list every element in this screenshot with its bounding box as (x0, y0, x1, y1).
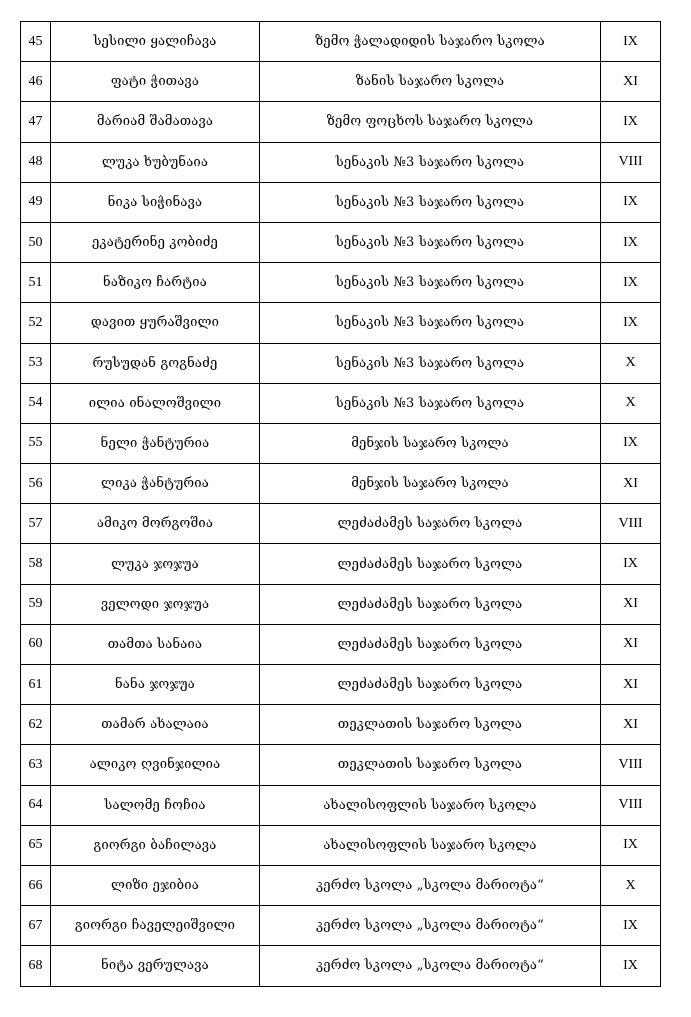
grade-cell: XI (601, 665, 661, 705)
student-name-cell: სესილი ყალიჩავა (51, 22, 260, 62)
row-number-cell: 63 (21, 745, 51, 785)
row-number-cell: 47 (21, 102, 51, 142)
school-name-cell: კერძო სკოლა „სკოლა მარიოტა“ (260, 865, 601, 905)
school-name-cell: სენაკის №3 საჯარო სკოლა (260, 263, 601, 303)
student-table-body (21, 22, 661, 987)
school-name-cell: კერძო სკოლა „სკოლა მარიოტა“ (260, 906, 601, 946)
row-number-cell: 55 (21, 423, 51, 463)
school-name-cell: ლეძაძამეს საჯარო სკოლა (260, 504, 601, 544)
school-name-cell: ახალისოფლის საჯარო სკოლა (260, 785, 601, 825)
row-number-cell: 48 (21, 142, 51, 182)
student-name-cell: გიორგი ბაჩილავა (51, 825, 260, 865)
grade-cell: IX (601, 22, 661, 62)
row-number-cell: 61 (21, 665, 51, 705)
school-name-cell: ზანის საჯარო სკოლა (260, 62, 601, 102)
table-row (21, 705, 661, 745)
student-name-cell: მარიამ შამათავა (51, 102, 260, 142)
row-number-cell: 66 (21, 865, 51, 905)
grade-cell: XI (601, 62, 661, 102)
student-name-cell: ლუკა ხუბუნაია (51, 142, 260, 182)
table-row (21, 825, 661, 865)
grade-cell: XI (601, 584, 661, 624)
grade-cell: IX (601, 102, 661, 142)
grade-cell: XI (601, 464, 661, 504)
grade-cell: X (601, 343, 661, 383)
row-number-cell: 57 (21, 504, 51, 544)
grade-cell: IX (601, 906, 661, 946)
grade-cell: X (601, 383, 661, 423)
grade-cell: X (601, 865, 661, 905)
grade-cell: XI (601, 705, 661, 745)
school-name-cell: თეკლათის საჯარო სკოლა (260, 705, 601, 745)
table-row (21, 383, 661, 423)
row-number-cell: 52 (21, 303, 51, 343)
table-row (21, 303, 661, 343)
row-number-cell: 50 (21, 222, 51, 262)
school-name-cell: სენაკის №3 საჯარო სკოლა (260, 303, 601, 343)
school-name-cell: მენჯის საჯარო სკოლა (260, 464, 601, 504)
row-number-cell: 65 (21, 825, 51, 865)
grade-cell: VIII (601, 504, 661, 544)
school-name-cell: ლეძაძამეს საჯარო სკოლა (260, 665, 601, 705)
student-name-cell: სალომე ჩოჩია (51, 785, 260, 825)
grade-cell: IX (601, 182, 661, 222)
table-row (21, 222, 661, 262)
student-name-cell: თამარ ახალაია (51, 705, 260, 745)
table-row (21, 102, 661, 142)
school-name-cell: მენჯის საჯარო სკოლა (260, 423, 601, 463)
grade-cell: IX (601, 222, 661, 262)
table-row (21, 182, 661, 222)
row-number-cell: 45 (21, 22, 51, 62)
student-name-cell: ფატი ჭითავა (51, 62, 260, 102)
school-name-cell: ზემო ჭალადიდის საჯარო სკოლა (260, 22, 601, 62)
student-name-cell: ილია ინალოშვილი (51, 383, 260, 423)
school-name-cell: ზემო ფოცხოს საჯარო სკოლა (260, 102, 601, 142)
row-number-cell: 54 (21, 383, 51, 423)
grade-cell: XI (601, 624, 661, 664)
student-name-cell: ველოდი ჯოჯუა (51, 584, 260, 624)
row-number-cell: 62 (21, 705, 51, 745)
grade-cell: IX (601, 946, 661, 986)
table-row (21, 865, 661, 905)
student-name-cell: დავით ყურაშვილი (51, 303, 260, 343)
row-number-cell: 51 (21, 263, 51, 303)
grade-cell: VIII (601, 785, 661, 825)
student-name-cell: ლუკა ჯოჯუა (51, 544, 260, 584)
row-number-cell: 68 (21, 946, 51, 986)
table-row (21, 22, 661, 62)
grade-cell: IX (601, 263, 661, 303)
grade-cell: VIII (601, 745, 661, 785)
table-row (21, 142, 661, 182)
table-row (21, 544, 661, 584)
table-row (21, 745, 661, 785)
row-number-cell: 59 (21, 584, 51, 624)
table-row (21, 624, 661, 664)
student-name-cell: ლიკა ჭანტურია (51, 464, 260, 504)
school-name-cell: სენაკის №3 საჯარო სკოლა (260, 182, 601, 222)
table-row (21, 263, 661, 303)
grade-cell: IX (601, 303, 661, 343)
grade-cell: IX (601, 423, 661, 463)
table-row (21, 464, 661, 504)
student-name-cell: თამთა სანაია (51, 624, 260, 664)
table-row (21, 504, 661, 544)
student-name-cell: ნაზიკო ჩარტია (51, 263, 260, 303)
student-name-cell: ლიზი ეჯიბია (51, 865, 260, 905)
student-name-cell: ნანა ჯოჯუა (51, 665, 260, 705)
table-row (21, 62, 661, 102)
row-number-cell: 67 (21, 906, 51, 946)
school-name-cell: სენაკის №3 საჯარო სკოლა (260, 222, 601, 262)
student-name-cell: გიორგი ჩაველეიშვილი (51, 906, 260, 946)
student-name-cell: ნელი ჭანტურია (51, 423, 260, 463)
grade-cell: IX (601, 825, 661, 865)
school-name-cell: სენაკის №3 საჯარო სკოლა (260, 142, 601, 182)
table-row (21, 785, 661, 825)
table-row (21, 423, 661, 463)
student-name-cell: ალიკო ღვინჯილია (51, 745, 260, 785)
student-name-cell: ამიკო მორგოშია (51, 504, 260, 544)
school-name-cell: სენაკის №3 საჯარო სკოლა (260, 383, 601, 423)
grade-cell: VIII (601, 142, 661, 182)
row-number-cell: 46 (21, 62, 51, 102)
row-number-cell: 53 (21, 343, 51, 383)
row-number-cell: 58 (21, 544, 51, 584)
table-row (21, 665, 661, 705)
student-name-cell: რუსუდან გოგნაძე (51, 343, 260, 383)
student-table (20, 21, 661, 987)
student-name-cell: ნიკა სიჭინავა (51, 182, 260, 222)
table-row (21, 584, 661, 624)
school-name-cell: სენაკის №3 საჯარო სკოლა (260, 343, 601, 383)
table-row (21, 946, 661, 986)
table-row (21, 906, 661, 946)
row-number-cell: 56 (21, 464, 51, 504)
grade-cell: IX (601, 544, 661, 584)
school-name-cell: ახალისოფლის საჯარო სკოლა (260, 825, 601, 865)
school-name-cell: ლეძაძამეს საჯარო სკოლა (260, 544, 601, 584)
row-number-cell: 64 (21, 785, 51, 825)
table-row (21, 343, 661, 383)
school-name-cell: ლეძაძამეს საჯარო სკოლა (260, 584, 601, 624)
school-name-cell: ლეძაძამეს საჯარო სკოლა (260, 624, 601, 664)
row-number-cell: 60 (21, 624, 51, 664)
row-number-cell: 49 (21, 182, 51, 222)
student-name-cell: ეკატერინე კობიძე (51, 222, 260, 262)
school-name-cell: თეკლათის საჯარო სკოლა (260, 745, 601, 785)
school-name-cell: კერძო სკოლა „სკოლა მარიოტა“ (260, 946, 601, 986)
student-name-cell: ნიტა ვერულავა (51, 946, 260, 986)
